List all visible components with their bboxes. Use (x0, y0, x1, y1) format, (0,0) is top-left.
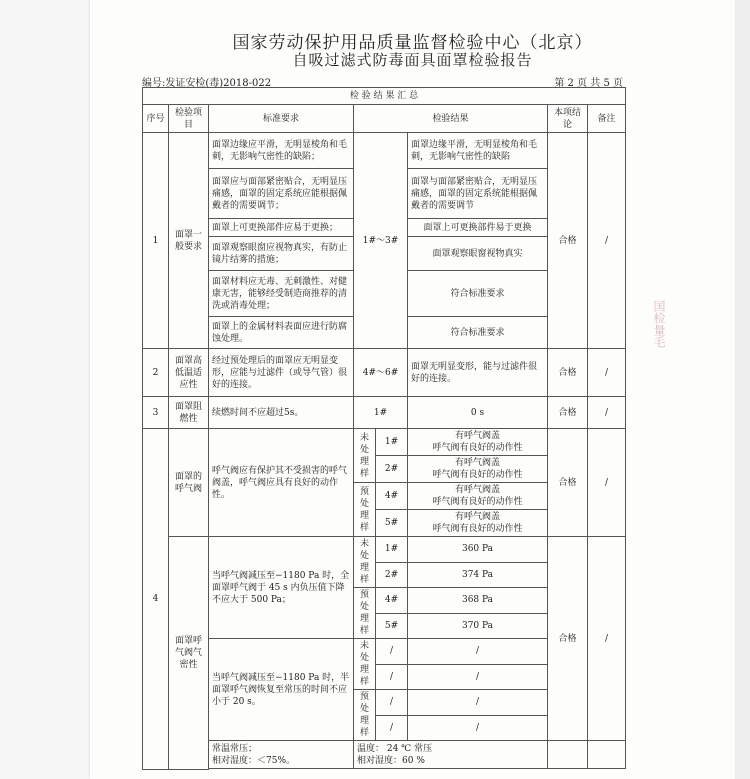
row1-result-6: 符合标准要求 (408, 317, 548, 349)
row1-standard-2: 面罩应与面部紧密贴合，无明显压痛感，面罩的固定系统应能根据佩戴者的需要调节； (209, 169, 354, 219)
row4-half-result-1: / (408, 639, 548, 665)
row4-valve-group-pretreated: 预处理样 (354, 483, 376, 537)
row4-full-face-standard: 当呼气阀减压至−1180 Pa 时，全面罩呼气阀于 45 s 内负压值下降不应大于 500 Pa； (209, 537, 354, 639)
row4-half-group-pretreated: 预处理样 (354, 690, 376, 741)
col-header-result: 检验结果 (354, 105, 548, 133)
scan-margin-right (735, 0, 750, 779)
col-header-seq: 序号 (143, 105, 169, 133)
footer-temperature: 温度： 24 ℃ 常压 (357, 743, 433, 754)
row4-valve-sample-1: 1# (376, 429, 408, 456)
page-indicator: 第 2 页 共 5 页 (554, 78, 623, 89)
row1-standard-4: 面罩观察眼窗应视物真实，有防止镜片结雾的措施； (209, 237, 354, 271)
row2-remark: / (588, 349, 626, 397)
footer-humidity: 相对湿度：60 % (357, 755, 425, 766)
row4-half-sample-2: / (376, 664, 408, 690)
row4-half-face-standard: 当呼气阀减压至−1180 Pa 时，半面罩呼气阀恢复至常压的时间不应小于 20 s。 (209, 639, 354, 741)
footer-empty-remark (588, 741, 626, 769)
row4-full-sample-5: 5# (376, 613, 408, 639)
seal-stamp-fragment (651, 300, 665, 410)
table-title: 检 验 结 果 汇 总 (143, 88, 626, 105)
row1-seq: 1 (143, 133, 169, 349)
scan-margin-left (0, 0, 90, 779)
row1-item: 面罩一般要求 (169, 133, 209, 349)
row1-result-1: 面罩边缘平滑，无明显棱角和毛刺，无影响气密性的缺陷 (408, 133, 548, 169)
col-header-remark: 备注 (588, 105, 626, 133)
row2-standard: 经过预处理后的面罩应无明显变形，应能与过滤件（或导气管）很好的连接。 (209, 349, 354, 397)
row4-half-sample-5: / (376, 715, 408, 741)
row4-valve-sample-2: 2# (376, 456, 408, 483)
row4-valve-result-5: 有呼气阀盖 呼气阀有良好的动作性 (408, 510, 548, 537)
row3-sample: 1# (354, 397, 408, 429)
row4-full-result-5: 370 Pa (408, 613, 548, 639)
institution-title: 国家劳动保护用品质量监督检验中心（北京） (232, 33, 593, 53)
row1-result-3: 面罩上可更换部件易于更换 (408, 219, 548, 237)
row2-seq: 2 (143, 349, 169, 397)
row3-seq: 3 (143, 397, 169, 429)
row4-full-sample-2: 2# (376, 562, 408, 588)
row3-remark: / (588, 397, 626, 429)
row4-half-sample-4: / (376, 690, 408, 716)
row4-half-result-4: / (408, 690, 548, 716)
row4-valve-sample-4: 4# (376, 483, 408, 510)
row1-standard-5: 面罩材料应无毒、无刺激性、对健康无害，能够经受制造商推荐的清洗或消毒处理； (209, 271, 354, 317)
row1-result-5: 符合标准要求 (408, 271, 548, 317)
row4-airtight-conclusion: 合格 (548, 537, 588, 741)
row4-full-sample-1: 1# (376, 537, 408, 563)
spacer (209, 769, 626, 770)
footer-empty-conclusion (548, 741, 588, 769)
row4-valve-result-2: 有呼气阀盖 呼气阀有良好的动作性 (408, 456, 548, 483)
row4-valve-standard: 呼气阀应有保护其不受损害的呼气阀盖，呼气阀应具有良好的动作性。 (209, 429, 354, 537)
row4-valve-sample-5: 5# (376, 510, 408, 537)
footer-ambient-condition: 常温常压； 相对湿度：＜75%。 (209, 741, 354, 769)
col-header-conclusion: 本项结论 (548, 105, 588, 133)
row4-seq: 4 (143, 429, 169, 770)
row4-valve-item: 面罩的呼气阀 (169, 429, 209, 537)
row4-full-group-pretreated: 预处理样 (354, 588, 376, 639)
col-header-item: 检验项目 (169, 105, 209, 133)
row2-sample: 4#～6# (354, 349, 408, 397)
row4-full-sample-4: 4# (376, 588, 408, 614)
row4-valve-group-untreated: 未处理样 (354, 429, 376, 483)
row4-full-result-4: 368 Pa (408, 588, 548, 614)
row4-valve-result-1: 有呼气阀盖 呼气阀有良好的动作性 (408, 429, 548, 456)
seal-stamp-text: 国检量毛 (652, 300, 666, 348)
row4-half-result-2: / (408, 664, 548, 690)
row3-item: 面罩阻燃性 (169, 397, 209, 429)
row4-valve-conclusion: 合格 (548, 429, 588, 537)
row1-sample: 1#～3# (354, 133, 408, 349)
row2-item: 面罩高低温适应性 (169, 349, 209, 397)
row1-result-2: 面罩与面部紧密贴合，无明显压痛感，面罩的固定系统能根据佩戴者的需要调节 (408, 169, 548, 219)
row1-conclusion: 合格 (548, 133, 588, 349)
row2-result: 面罩无明显变形，能与过滤件很好的连接。 (408, 349, 548, 397)
row4-full-group-untreated: 未处理样 (354, 537, 376, 588)
row3-standard: 续燃时间不应超过5s。 (209, 397, 354, 429)
footer-measured-condition (354, 741, 548, 769)
row1-standard-6: 面罩上的金属材料表面应进行防腐蚀处理。 (209, 317, 354, 349)
row4-full-result-2: 374 Pa (408, 562, 548, 588)
row4-airtight-item: 面罩呼气阀气密性 (169, 537, 209, 770)
row4-half-sample-1: / (376, 639, 408, 665)
row1-standard-1: 面罩边缘应平滑，无明显棱角和毛刺，无影响气密性的缺陷； (209, 133, 354, 169)
row4-valve-remark: / (588, 429, 626, 537)
row3-conclusion: 合格 (548, 397, 588, 429)
report-number: 编号:发证安检(毒)2018-022 (142, 78, 272, 89)
col-header-standard: 标准要求 (209, 105, 354, 133)
row3-result: 0 s (408, 397, 548, 429)
results-table (142, 87, 626, 770)
row4-half-result-5: / (408, 715, 548, 741)
row1-remark: / (588, 133, 626, 349)
row4-full-result-1: 360 Pa (408, 537, 548, 563)
report-title: 自吸过滤式防毒面具面罩检验报告 (292, 51, 533, 69)
row1-standard-3: 面罩上可更换部件应易于更换； (209, 219, 354, 237)
row4-half-group-untreated: 未处理样 (354, 639, 376, 690)
row1-result-4: 面罩观察眼窗视物真实 (408, 237, 548, 271)
row4-valve-result-4: 有呼气阀盖 呼气阀有良好的动作性 (408, 483, 548, 510)
row4-airtight-remark: / (588, 537, 626, 741)
row2-conclusion: 合格 (548, 349, 588, 397)
